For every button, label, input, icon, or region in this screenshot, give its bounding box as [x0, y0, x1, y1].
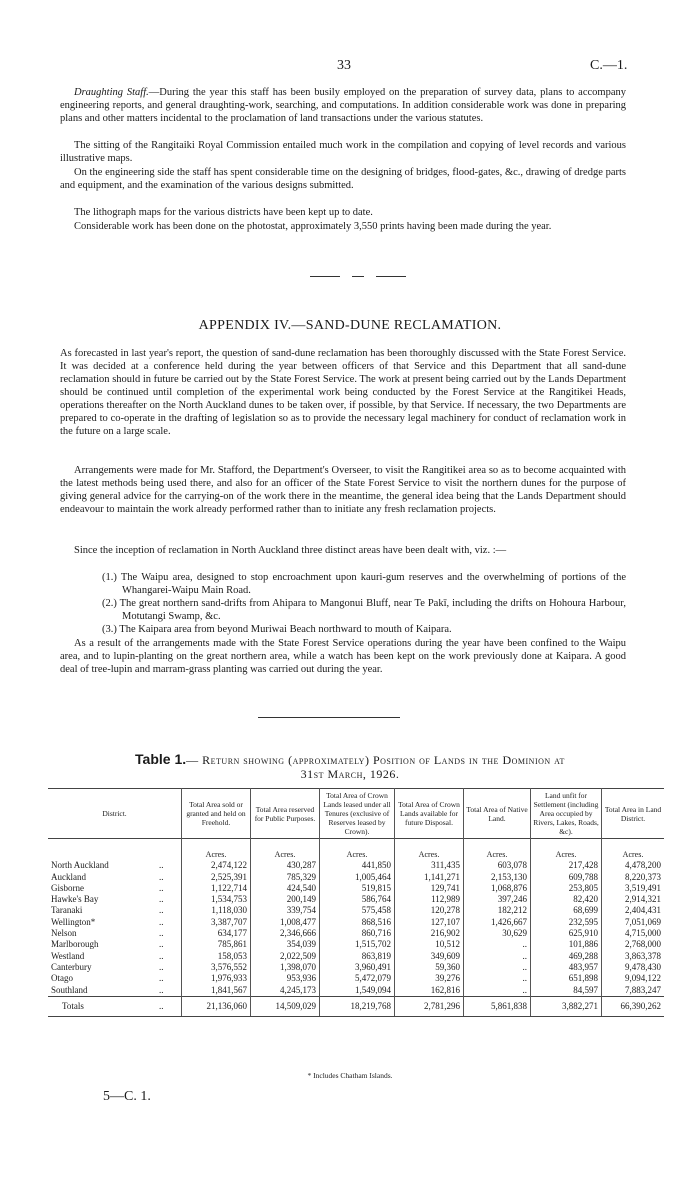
table-row: Wellington* .. 3,387,707 1,008,477 868,516 127,107 1,426,667 232,595 7,051,069 — [48, 917, 664, 928]
paragraph-arrangements: Arrangements were made for Mr. Stafford, the Department's Overseer, to visit the Rangitikei area so as to become acquainted with the latest methods being used there, and also for an officer of the State Forest Service to visit the northern dunes for the purpose of giving general advice for the carrying-on of the work there in the meantime, the general idea being that the Lands Department should endeavour to maintain the work already performed rather than to initiate any fresh reclamation projects. — [60, 465, 626, 515]
table-cell: 1,534,753 — [182, 894, 251, 905]
table-cell: 2,768,000 — [602, 939, 665, 950]
table-cell: 1,549,094 — [320, 985, 395, 997]
table-row: Taranaki .. 1,118,030 339,754 575,458 120,278 182,212 68,699 2,404,431 — [48, 905, 664, 916]
table-cell: .. — [464, 951, 531, 962]
table-cell: 7,883,247 — [602, 985, 665, 997]
table-cell: 2,153,130 — [464, 872, 531, 883]
district-name: Nelson — [51, 928, 77, 939]
list-item: (1.) The Waipu area, designed to stop encroachment upon kauri-gum reserves and the overwhelming of portions of the Whangarei-Waipu Main Road. — [102, 572, 626, 596]
table-cell: 2,022,509 — [251, 951, 320, 962]
table-row: Auckland .. 2,525,391 785,329 1,005,464 1,141,271 2,153,130 609,788 8,220,373 — [48, 872, 664, 883]
table-cell: 129,741 — [395, 883, 464, 894]
table-cell: 9,094,122 — [602, 973, 665, 984]
table-cell: 354,039 — [251, 939, 320, 950]
table-cell: 863,819 — [320, 951, 395, 962]
table-row: Nelson .. 634,177 2,346,666 860,716 216,902 30,629 625,910 4,715,000 — [48, 928, 664, 939]
district-name: Southland — [51, 984, 88, 995]
column-header: Total Area sold or granted and held on Freehold. — [182, 789, 251, 839]
column-header: District. — [102, 809, 127, 818]
table-cell: 66,390,262 — [602, 996, 665, 1016]
table-cell: 953,936 — [251, 973, 320, 984]
table-cell: 5,472,079 — [320, 973, 395, 984]
table-cell: 1,008,477 — [251, 917, 320, 928]
table-cell: 785,861 — [182, 939, 251, 950]
table-caption-line1: — Return showing (approximately) Position of Lands in the Dominion at — [186, 753, 565, 767]
table-cell: 217,428 — [531, 860, 602, 871]
table-cell: 21,136,060 — [182, 996, 251, 1016]
table-row: Canterbury .. 3,576,552 1,398,070 3,960,491 59,360 .. 483,957 9,478,430 — [48, 962, 664, 973]
unit-label: Acres. — [320, 839, 395, 861]
table-row: Gisborne .. 1,122,714 424,540 519,815 129,741 1,068,876 253,805 3,519,491 — [48, 883, 664, 894]
table-cell: 2,781,296 — [395, 996, 464, 1016]
separator-rule — [258, 717, 400, 718]
table-cell: 586,764 — [320, 894, 395, 905]
table-cell: 7,051,069 — [602, 917, 665, 928]
table-header-row — [48, 789, 664, 839]
table-cell: 3,519,491 — [602, 883, 665, 894]
table-cell: 101,886 — [531, 939, 602, 950]
table-cell: 1,426,667 — [464, 917, 531, 928]
paragraph-lithograph: The lithograph maps for the various districts have been kept up to date. — [74, 207, 373, 218]
table-cell: 397,246 — [464, 894, 531, 905]
separator-rule — [376, 276, 406, 277]
district-name: Taranaki — [51, 905, 83, 916]
district-name: Westland — [51, 950, 85, 961]
column-header: Total Area of Crown Lands leased under all Tenures (exclusive of Reserves leased by Crown). — [320, 789, 395, 839]
district-name: Hawke's Bay — [51, 894, 99, 905]
table-cell: 1,068,876 — [464, 883, 531, 894]
paragraph-draughting-staff: Draughting Staff.—During the year this staff has been busily employed on the preparation of survey data, plans to accompany engineering reports, and general draughting-work, searching, and computations. In addition considerable work was done in preparing plans and other matters incidental to the proclamation of land transactions under the various statutes. — [60, 87, 626, 124]
district-name: Marlborough — [51, 939, 99, 950]
table-number: Table 1. — [135, 751, 187, 767]
table-cell: .. — [464, 985, 531, 997]
table-cell: 216,902 — [395, 928, 464, 939]
table-cell: 1,118,030 — [182, 905, 251, 916]
table-cell: 1,515,702 — [320, 939, 395, 950]
table-cell: 3,576,552 — [182, 962, 251, 973]
sheet-signature: 5—C. 1. — [103, 1089, 151, 1104]
table-row: Otago .. 1,976,933 953,936 5,472,079 39,276 .. 651,898 9,094,122 — [48, 973, 664, 984]
table-cell: 232,595 — [531, 917, 602, 928]
table-cell: 868,516 — [320, 917, 395, 928]
table-cell: 253,805 — [531, 883, 602, 894]
table-cell: 430,287 — [251, 860, 320, 871]
table-cell: 1,841,567 — [182, 985, 251, 997]
unit-label: Acres. — [602, 839, 665, 861]
table-cell: 112,989 — [395, 894, 464, 905]
list-item: (2.) The great northern sand-drifts from Ahipara to Mangonui Bluff, near Te Pakī, including the drifts on Hohoura Harbour, Motutangi Swamp, &c. — [102, 598, 626, 622]
table-cell: 3,960,491 — [320, 962, 395, 973]
document-reference: C.—1. — [590, 58, 628, 73]
table-cell: 68,699 — [531, 905, 602, 916]
table-cell: 5,861,838 — [464, 996, 531, 1016]
page-number: 33 — [337, 58, 351, 73]
table-cell: 158,053 — [182, 951, 251, 962]
table-cell: 575,458 — [320, 905, 395, 916]
table-cell: 1,005,464 — [320, 872, 395, 883]
table-cell: 182,212 — [464, 905, 531, 916]
table-cell: 30,629 — [464, 928, 531, 939]
table-totals — [48, 996, 664, 1016]
table-cell: 39,276 — [395, 973, 464, 984]
district-name: Canterbury — [51, 961, 92, 972]
district-name: Auckland — [51, 871, 86, 882]
paragraph-commission: The sitting of the Rangitaiki Royal Commission entailed much work in the compilation and copying of level records and various illustrative maps. — [60, 140, 626, 164]
table-cell: 609,788 — [531, 872, 602, 883]
column-header: Land unfit for Settlement (including Area occupied by Rivers, Lakes, Roads, &c). — [531, 789, 602, 839]
paragraph-forecast: As forecasted in last year's report, the question of sand-dune reclamation has been thoroughly discussed with the State Forest Service. It was decided at a conference held during the year between officers of that Service and this Department that all sand-dune reclamation should in future be carried out by the State Forest Service. The work at present being carried out by the Lands Department should be continued until completion of the experimental work being conducted by the Forest Service at the Rangitikei Heads, operations thereafter on the North Auckland dunes to be taken over, if possible, by that Service. If necessary, the two Departments are prepared to co-operate in the drafting of legislation so as to provide the necessary legal machinery for conduct of reclamation work in the future on a large scale. — [60, 348, 626, 437]
table-cell: 82,420 — [531, 894, 602, 905]
table-cell: 2,404,431 — [602, 905, 665, 916]
table-cell: 625,910 — [531, 928, 602, 939]
table-cell: 3,387,707 — [182, 917, 251, 928]
table-cell: 519,815 — [320, 883, 395, 894]
table-cell: 860,716 — [320, 928, 395, 939]
table-footnote: * Includes Chatham Islands. — [307, 1071, 393, 1080]
table-cell: 634,177 — [182, 928, 251, 939]
table-cell: 1,122,714 — [182, 883, 251, 894]
column-header: Total Area reserved for Public Purposes. — [251, 789, 320, 839]
unit-label: Acres. — [182, 839, 251, 861]
table-cell: 311,435 — [395, 860, 464, 871]
table-cell: 441,850 — [320, 860, 395, 871]
separator-rule — [310, 276, 340, 277]
table-cell: 8,220,373 — [602, 872, 665, 883]
unit-label: Acres. — [251, 839, 320, 861]
table-cell: .. — [464, 973, 531, 984]
table-body — [48, 839, 664, 997]
table-cell: 2,914,321 — [602, 894, 665, 905]
column-header: Total Area of Crown Lands available for future Disposal. — [395, 789, 464, 839]
table-cell: 59,360 — [395, 962, 464, 973]
column-header: Total Area of Native Land. — [464, 789, 531, 839]
table-cell: 120,278 — [395, 905, 464, 916]
table-cell: 483,957 — [531, 962, 602, 973]
table-cell: 349,609 — [395, 951, 464, 962]
table-row: Southland .. 1,841,567 4,245,173 1,549,094 162,816 .. 84,597 7,883,247 — [48, 985, 664, 997]
district-name: Otago — [51, 973, 73, 984]
paragraph-photostat: Considerable work has been done on the photostat, approximately 3,550 prints having been made during the year. — [74, 221, 552, 232]
table-cell: 785,329 — [251, 872, 320, 883]
units-row — [48, 839, 664, 861]
page-header — [0, 58, 700, 74]
table-row: Marlborough .. 785,861 354,039 1,515,702 10,512 .. 101,886 2,768,000 — [48, 939, 664, 950]
table-cell: 3,863,378 — [602, 951, 665, 962]
table-cell: 2,474,122 — [182, 860, 251, 871]
table-cell: 14,509,029 — [251, 996, 320, 1016]
district-name: Wellington* — [51, 916, 96, 927]
paragraph-inception: Since the inception of reclamation in North Auckland three distinct areas have been dealt with, viz. :— — [74, 545, 507, 556]
district-name: North Auckland — [51, 860, 109, 871]
table-cell: 651,898 — [531, 973, 602, 984]
unit-label: Acres. — [395, 839, 464, 861]
table-cell: 2,346,666 — [251, 928, 320, 939]
table-cell: .. — [464, 962, 531, 973]
appendix-title: APPENDIX IV.—SAND-DUNE RECLAMATION. — [198, 318, 502, 333]
table-cell: 1,976,933 — [182, 973, 251, 984]
table-caption — [0, 752, 700, 781]
table-cell: 127,107 — [395, 917, 464, 928]
table-cell: 4,715,000 — [602, 928, 665, 939]
table-cell: 2,525,391 — [182, 872, 251, 883]
table-cell: 339,754 — [251, 905, 320, 916]
table-cell: 424,540 — [251, 883, 320, 894]
unit-label: Acres. — [531, 839, 602, 861]
table-cell: 4,478,200 — [602, 860, 665, 871]
unit-label: Acres. — [464, 839, 531, 861]
table-cell: 1,398,070 — [251, 962, 320, 973]
table-cell: 9,478,430 — [602, 962, 665, 973]
table-cell: 4,245,173 — [251, 985, 320, 997]
table-cell: 1,141,271 — [395, 872, 464, 883]
table-cell: 3,882,271 — [531, 996, 602, 1016]
table-row: North Auckland .. 2,474,122 430,287 441,850 311,435 603,078 217,428 4,478,200 — [48, 860, 664, 871]
district-name: Gisborne — [51, 882, 84, 893]
table-caption-line2: 31st March, 1926. — [300, 767, 400, 781]
areas-list — [60, 571, 626, 636]
table-cell: 603,078 — [464, 860, 531, 871]
list-item: (3.) The Kaipara area from beyond Muriwai Beach northward to mouth of Kaipara. — [102, 624, 452, 635]
totals-label: Totals — [48, 996, 159, 1016]
paragraph-result: As a result of the arrangements made with the State Forest Service operations during the year have been confined to the Waipu area, and to lupin-planting on the great northern area, while a watch has been kept on the work previously done at Kaipara. A good deal of tree-lupin and marram-grass planting was carried out during the year. — [60, 638, 626, 675]
table-row: Hawke's Bay .. 1,534,753 200,149 586,764 112,989 397,246 82,420 2,914,321 — [48, 894, 664, 905]
lands-table — [48, 788, 664, 1017]
table-cell: 84,597 — [531, 985, 602, 997]
table-cell: 162,816 — [395, 985, 464, 997]
paragraph-lead: Draughting Staff. — [74, 87, 149, 98]
table-row: Westland .. 158,053 2,022,509 863,819 349,609 .. 469,288 3,863,378 — [48, 951, 664, 962]
table-cell: 18,219,768 — [320, 996, 395, 1016]
table-cell: 200,149 — [251, 894, 320, 905]
paragraph-engineering: On the engineering side the staff has spent considerable time on the designing of bridges, flood-gates, &c., drawing of dredge parts and equipment, and the examination of the various designs submitted. — [60, 167, 626, 191]
table-cell: .. — [464, 939, 531, 950]
table-cell: 10,512 — [395, 939, 464, 950]
separator-rule — [352, 276, 364, 277]
totals-row: Totals .. 21,136,060 14,509,029 18,219,768 2,781,296 5,861,838 3,882,271 66,390,262 — [48, 996, 664, 1016]
table-cell: 469,288 — [531, 951, 602, 962]
column-header: Total Area in Land District. — [602, 789, 665, 839]
